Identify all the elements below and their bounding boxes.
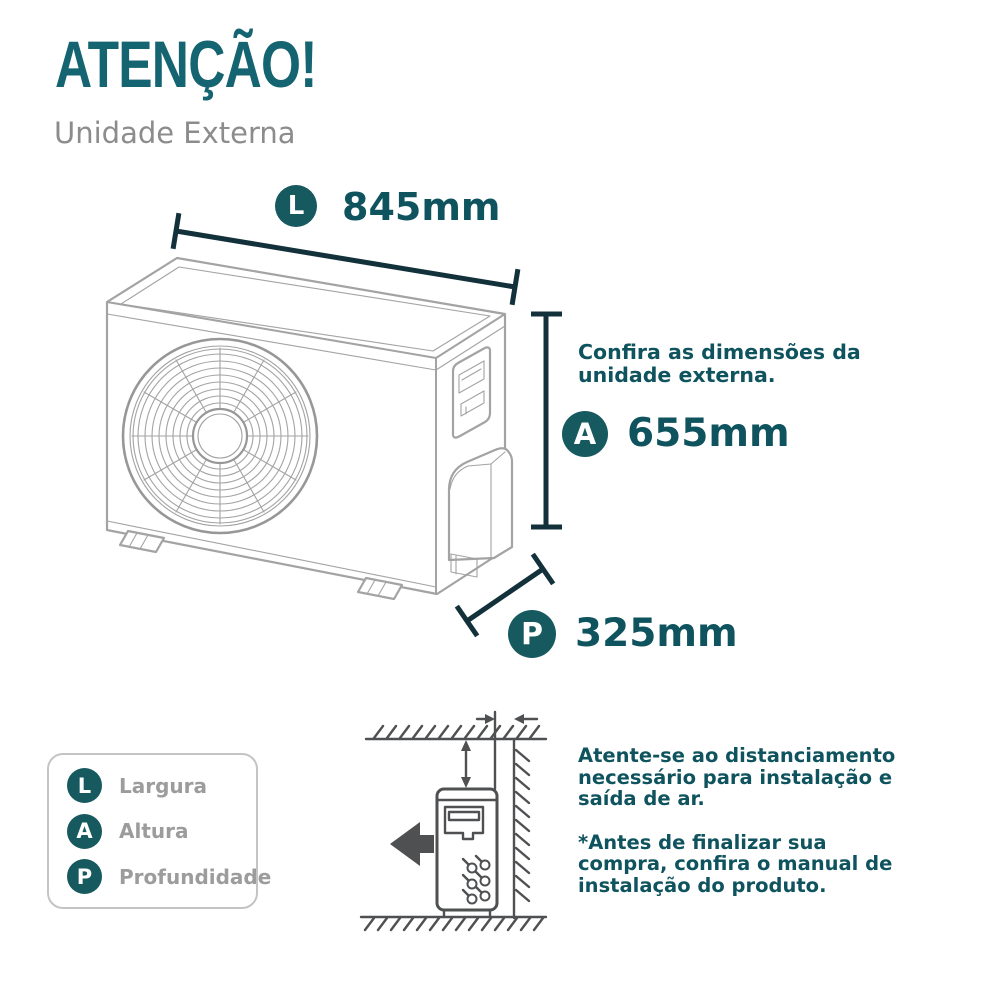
depth-badge-icon: P <box>508 610 556 658</box>
dimensions-note <box>578 341 861 386</box>
installation-notes <box>578 745 895 896</box>
purchase-note-paragraph <box>578 832 895 897</box>
fan-grille <box>123 339 317 533</box>
largura-badge-icon: L <box>67 768 102 803</box>
height-badge-icon: A <box>562 411 608 457</box>
note-line: saída de ar. <box>578 787 705 810</box>
depth-value: 325mm <box>575 611 738 656</box>
legend-item-largura <box>67 768 238 803</box>
valve-cover <box>449 448 512 577</box>
profundidade-badge-icon: P <box>67 859 102 894</box>
clearance-arrows <box>461 712 537 789</box>
note-line: *Antes de finalizar sua <box>578 830 827 854</box>
altura-badge-icon: A <box>67 814 102 849</box>
dimensions-note-line: Confira as dimensões da <box>578 340 861 364</box>
page-title: ATENÇÃO! <box>55 27 317 101</box>
note-line: necessário para instalação e <box>578 765 893 789</box>
height-dimension-line <box>531 314 562 527</box>
outdoor-unit-illustration <box>107 258 512 599</box>
length-badge-icon: L <box>275 185 317 227</box>
dimensions-note-line: unidade externa. <box>578 362 776 387</box>
legend-label: Largura <box>119 773 208 798</box>
note-line: Atente-se ao distanciamento <box>578 744 896 767</box>
page-subtitle: Unidade Externa <box>54 116 296 150</box>
height-value: 655mm <box>627 411 790 456</box>
note-line: compra, confira o manual de <box>578 852 893 875</box>
legend-label: Altura <box>119 819 189 843</box>
installation-clearance-diagram <box>340 688 570 950</box>
length-value: 845mm <box>342 185 501 229</box>
legend-item-profundidade <box>67 859 272 894</box>
installation-note-paragraph <box>578 745 895 810</box>
note-line: instalação do produto. <box>578 873 827 897</box>
legend-card <box>47 753 272 909</box>
legend-label: Profundidade <box>119 864 272 889</box>
legend-item-altura <box>67 814 238 849</box>
airflow-arrow-icon <box>390 822 434 866</box>
unit-top-view <box>437 789 497 917</box>
